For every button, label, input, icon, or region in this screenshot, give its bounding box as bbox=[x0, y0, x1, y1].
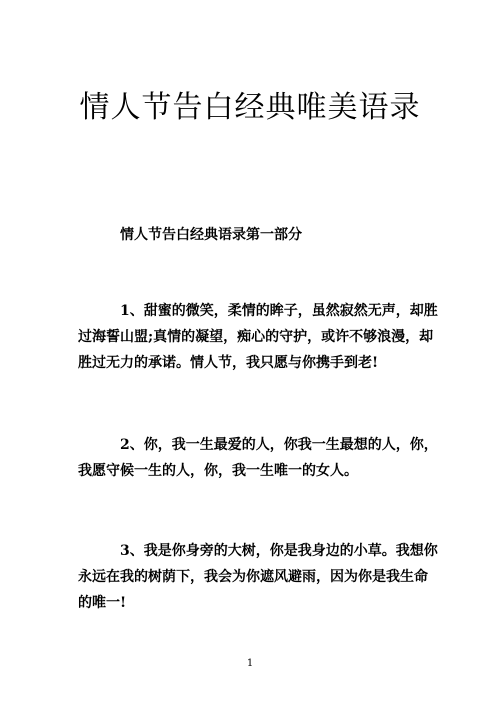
paragraph-line: 胜过无力的承诺。情人节，我只愿与你携手到老! bbox=[78, 355, 379, 371]
paragraph-1 bbox=[78, 298, 438, 376]
paragraph-line: 1、甜蜜的微笑，柔情的眸子，虽然寂然无声，却胜 bbox=[120, 303, 438, 319]
paragraph-line: 过海誓山盟;真情的凝望，痴心的守护，或许不够浪漫，却 bbox=[78, 329, 434, 345]
paragraph-line: 2、你，我一生最爱的人，你我一生最想的人，你， bbox=[120, 437, 438, 453]
paragraph-line: 我愿守候一生的人，你，我一生唯一的女人。 bbox=[78, 463, 358, 479]
paragraph-3 bbox=[78, 538, 438, 616]
section-heading: 情人节告白经典语录第一部分 bbox=[120, 227, 302, 243]
document-title: 情人节告白经典唯美语录 bbox=[79, 90, 421, 125]
paragraph-line: 的唯一! bbox=[78, 595, 127, 611]
page-number: 1 bbox=[246, 658, 254, 669]
paragraph-2 bbox=[78, 432, 438, 484]
paragraph-line: 3、我是你身旁的大树，你是我身边的小草。我想你 bbox=[120, 543, 438, 559]
paragraph-line: 永远在我的树荫下，我会为你遮风避雨，因为你是我生命 bbox=[78, 569, 428, 585]
